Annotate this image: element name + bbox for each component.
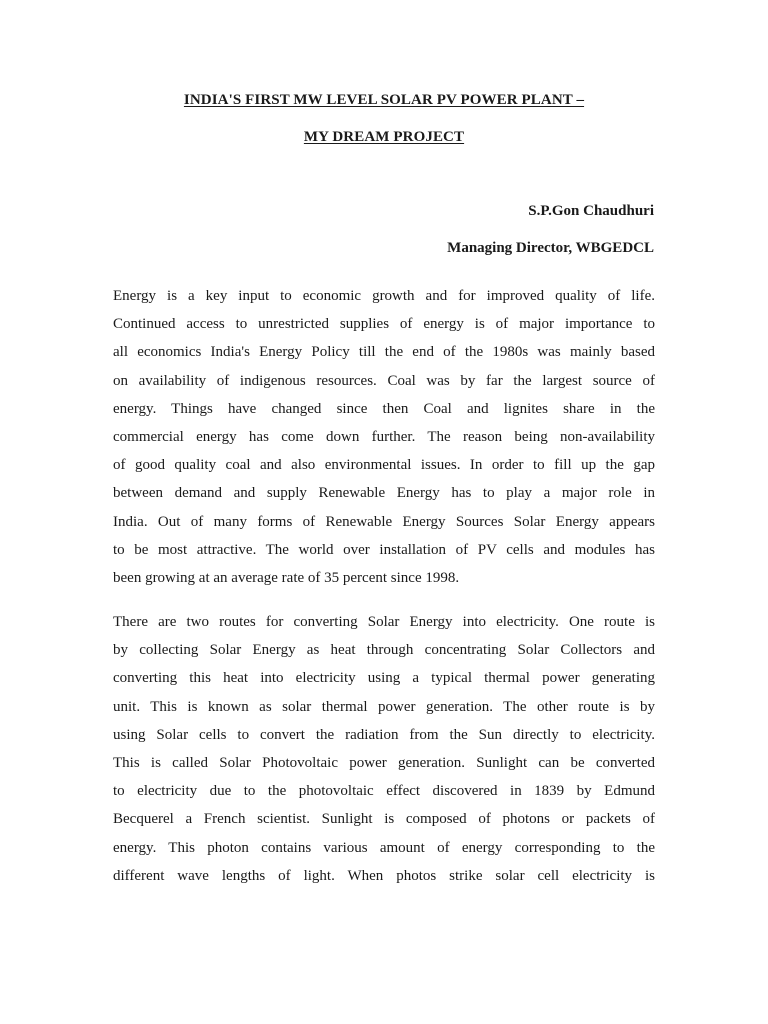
- author-role: Managing Director, WBGEDCL: [447, 240, 654, 256]
- paragraph-line: been growing at an average rate of 35 percent since 1998.: [113, 569, 460, 586]
- paragraph-line: using Solar cells to convert the radiation from the Sun directly to electricity.: [113, 726, 655, 743]
- paragraph-line: on availability of indigenous resources. Coal was by far the largest source of: [113, 372, 655, 389]
- paragraph-line: There are two routes for converting Solar Energy into electricity. One route is: [113, 614, 655, 630]
- paragraph-line: Becquerel a French scientist. Sunlight is composed of photons or packets of: [113, 811, 655, 828]
- paragraph-line: different wave lengths of light. When photos strike solar cell electricity is: [113, 867, 655, 884]
- paragraph-line: to electricity due to the photovoltaic effect discovered in 1839 by Edmund: [113, 783, 655, 800]
- title-line-1: INDIA'S FIRST MW LEVEL SOLAR PV POWER PLANT –: [183, 92, 585, 108]
- paragraph-line: energy. This photon contains various amount of energy corresponding to the: [113, 839, 655, 856]
- paragraph-line: Continued access to unrestricted supplies of energy is of major importance to: [113, 316, 655, 333]
- paragraph-line: India. Out of many forms of Renewable Energy Sources Solar Energy appears: [113, 513, 655, 530]
- paragraph-line: of good quality coal and also environmental issues. In order to fill up the gap: [113, 457, 655, 474]
- paragraph-line: converting this heat into electricity using a typical thermal power generating: [113, 670, 655, 687]
- paragraph-line: energy. Things have changed since then Coal and lignites share in the: [113, 400, 655, 417]
- paragraph-2: [113, 608, 655, 890]
- paragraph-line: by collecting Solar Energy as heat through concentrating Solar Collectors and: [113, 642, 655, 659]
- paragraph-1: [113, 282, 655, 592]
- author-name: S.P.Gon Chaudhuri: [528, 203, 654, 219]
- paragraph-line: all economics India's Energy Policy till the end of the 1980s was mainly based: [113, 344, 655, 361]
- paragraph-line: Energy is a key input to economic growth and for improved quality of life.: [113, 288, 655, 304]
- paragraph-line: to be most attractive. The world over installation of PV cells and modules has: [113, 541, 655, 558]
- paragraph-line: commercial energy has come down further. The reason being non-availability: [113, 428, 655, 445]
- title-line-2: MY DREAM PROJECT: [303, 129, 465, 145]
- paragraph-line: between demand and supply Renewable Energy has to play a major role in: [113, 485, 655, 502]
- paragraph-line: This is called Solar Photovoltaic power generation. Sunlight can be converted: [113, 754, 655, 771]
- paragraph-line: unit. This is known as solar thermal power generation. The other route is by: [113, 698, 655, 715]
